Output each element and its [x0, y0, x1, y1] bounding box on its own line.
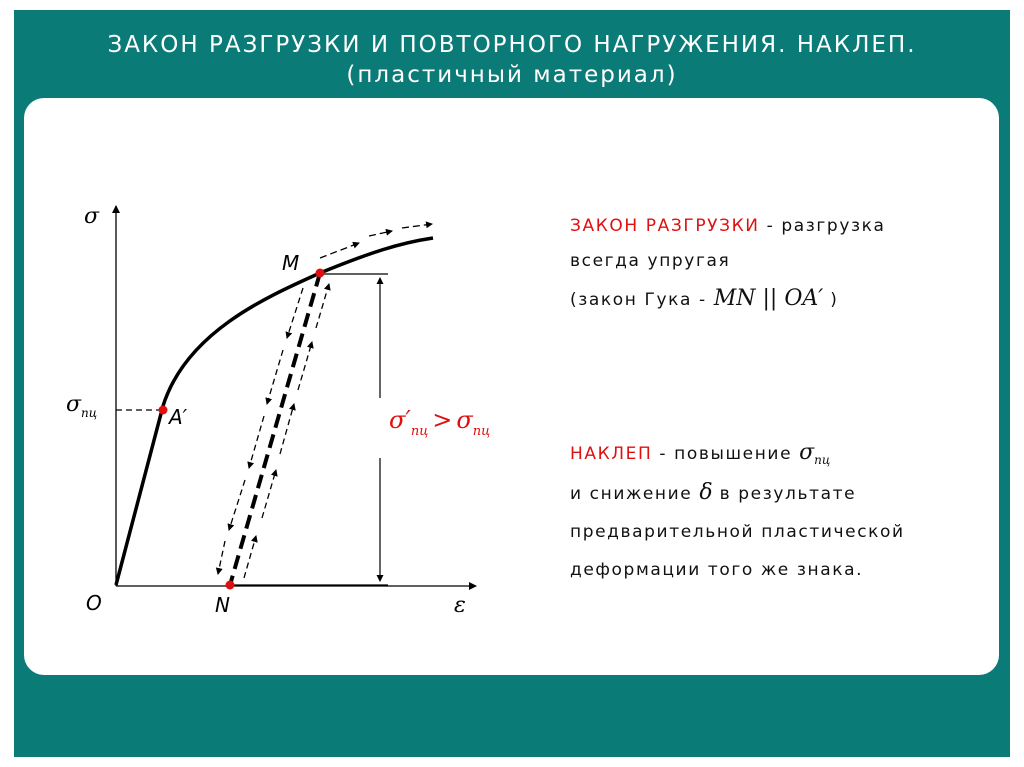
slide	[14, 10, 1010, 757]
origin-label: O	[86, 591, 102, 615]
point-m-label: M	[282, 251, 300, 275]
reloading-arrow-1	[244, 536, 256, 578]
point-n	[226, 581, 235, 590]
point-n-label: N	[215, 593, 230, 617]
hardening-note-line2	[570, 480, 856, 505]
point-a-label: A′	[169, 405, 188, 429]
reloading-arrow-2	[262, 470, 276, 518]
continuation-arrow-3	[402, 224, 432, 228]
unloading-note-line3	[570, 286, 839, 311]
unloading-law-term: ЗАКОН РАЗГРУЗКИ	[570, 216, 760, 236]
sigma-pc-label: $\sigma_{пц}$	[66, 392, 98, 420]
unloading-arrow-2	[267, 350, 283, 404]
point-a	[159, 406, 168, 415]
unloading-arrow-1	[287, 288, 303, 338]
page-subtitle: (пластичный материал)	[346, 62, 678, 88]
unloading-arrow-3	[249, 416, 264, 468]
unloading-note-line1	[570, 216, 886, 236]
unloading-arrow-5	[218, 541, 225, 574]
hardening-note-line3: предварительной пластической	[570, 522, 905, 542]
hardening-note-text3: в результате	[712, 484, 857, 504]
unloading-note-text1: - разгрузка	[759, 216, 886, 236]
hardening-note-text2: и снижение	[570, 484, 700, 504]
parallel-formula: MN || OA′	[713, 286, 824, 311]
hardening-note-line1	[570, 440, 830, 465]
continuation-arrow-2	[369, 231, 392, 236]
hardening-note-line4: деформации того же знака.	[570, 560, 864, 580]
reloading-arrow-4	[298, 342, 312, 390]
hardening-note-text1: - повышение	[652, 444, 800, 464]
content-panel	[24, 98, 999, 675]
hooke-law-prefix: (закон Гука -	[570, 290, 714, 310]
unloading-arrow-4	[229, 480, 245, 530]
hooke-law-suffix: )	[823, 290, 839, 310]
stress-strain-diagram	[24, 98, 999, 675]
sigma-axis-label: σ	[84, 204, 100, 229]
reloading-arrow-5	[316, 284, 329, 328]
hardening-sigma-symbol: σ	[799, 440, 815, 465]
hardening-term: НАКЛЕП	[570, 444, 653, 464]
point-m	[316, 269, 325, 278]
sigma-comparison-label: $\sigma'_{пц} > \sigma_{пц}$	[389, 406, 491, 439]
hardening-sigma-sub: пц	[814, 453, 831, 467]
delta-symbol: δ	[699, 480, 713, 505]
unloading-line-mn	[230, 273, 320, 585]
continuation-arrow-1	[320, 243, 359, 258]
page-title: ЗАКОН РАЗГРУЗКИ И ПОВТОРНОГО НАГРУЖЕНИЯ. НАКЛЕП.	[107, 32, 917, 58]
epsilon-axis-label: ε	[454, 593, 466, 618]
reloading-arrow-3	[280, 404, 294, 454]
unloading-note-line2: всегда упругая	[570, 251, 731, 271]
